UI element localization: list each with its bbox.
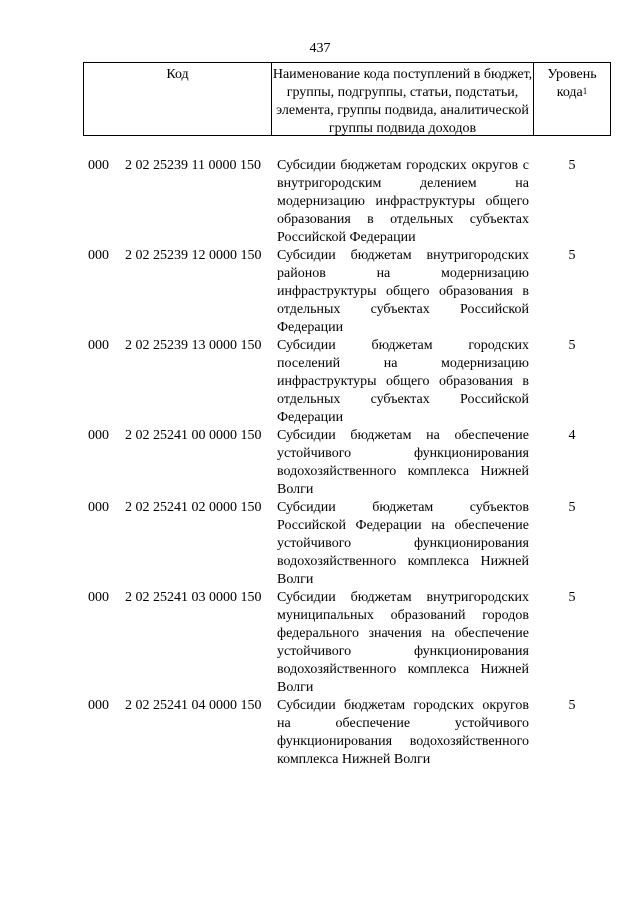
row-level: 5	[568, 698, 576, 713]
row-code: 2 02 25241 03 0000 150	[125, 590, 262, 605]
row-name: Субсидии бюджетам городских округов на обеспечение устойчивого функционирования водохозяйственного комплекса Нижней Волги	[277, 698, 529, 767]
row-prefix: 000	[88, 590, 109, 605]
row-prefix: 000	[88, 248, 109, 263]
table-row	[83, 499, 611, 589]
row-name: Субсидии бюджетам на обеспечение устойчивого функционирования водохозяйственного комплекса Нижней Волги	[277, 428, 529, 497]
row-level: 5	[568, 590, 576, 605]
row-name: Субсидии бюджетам городских округов с внутригородским делением на модернизацию инфраструктуры общего образования в отдельных субъектах Российской Федерации	[277, 158, 529, 245]
row-level: 5	[568, 248, 576, 263]
table-row	[83, 157, 611, 247]
row-name: Субсидии бюджетам внутригородских районов на модернизацию инфраструктуры общего образования в отдельных субъектах Российской Федерации	[277, 248, 529, 335]
table-row	[83, 247, 611, 337]
table-header	[83, 62, 611, 136]
header-level-label: Уровень кода	[547, 67, 597, 100]
row-code: 2 02 25239 13 0000 150	[125, 338, 262, 353]
row-name: Субсидии бюджетам внутригородских муниципальных образований городов федерального значения на обеспечение устойчивого функционирования водохозяйственного комплекса Нижней Волги	[277, 590, 529, 695]
row-code: 2 02 25239 12 0000 150	[125, 248, 262, 263]
table-body	[83, 157, 611, 769]
page-number: 437	[309, 41, 331, 56]
row-code: 2 02 25241 04 0000 150	[125, 698, 262, 713]
row-prefix: 000	[88, 500, 109, 515]
row-prefix: 000	[88, 698, 109, 713]
row-name: Субсидии бюджетам городских поселений на модернизацию инфраструктуры общего образования в отдельных субъектах Российской Федерации	[277, 338, 529, 425]
table-row	[83, 337, 611, 427]
header-level-footnote: 1	[582, 86, 588, 96]
row-prefix: 000	[88, 428, 109, 443]
row-level: 5	[568, 338, 576, 353]
table-row	[83, 697, 611, 769]
row-level: 5	[568, 158, 576, 173]
table-row	[83, 589, 611, 697]
row-code: 2 02 25239 11 0000 150	[125, 158, 261, 173]
row-name: Субсидии бюджетам субъектов Российской Федерации на обеспечение устойчивого функционирования водохозяйственного комплекса Нижней Волги	[277, 500, 529, 587]
row-prefix: 000	[88, 158, 109, 173]
row-code: 2 02 25241 00 0000 150	[125, 428, 262, 443]
header-level	[534, 63, 610, 135]
row-level: 4	[568, 428, 576, 443]
row-code: 2 02 25241 02 0000 150	[125, 500, 262, 515]
row-level: 5	[568, 500, 576, 515]
row-prefix: 000	[88, 338, 109, 353]
header-name: Наименование кода поступлений в бюджет, группы, подгруппы, статьи, подстатьи, элемента, группы подвида, аналитической группы подвида доходов	[272, 63, 534, 135]
table-row	[83, 427, 611, 499]
header-code: Код	[84, 63, 272, 135]
